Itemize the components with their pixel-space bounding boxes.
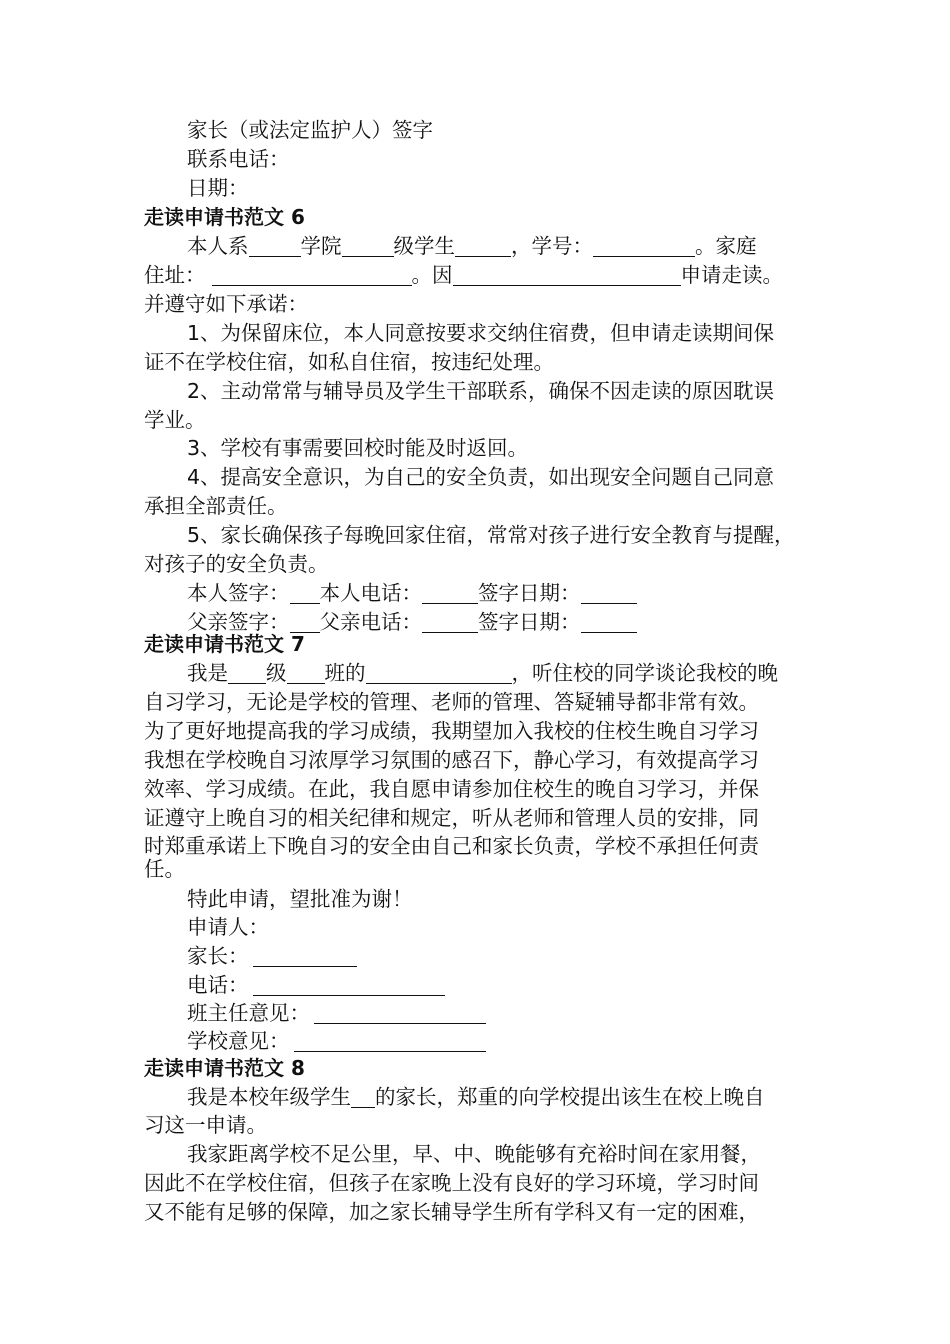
parent-signature-label: 家长（或法定监护人）签字: [187, 118, 433, 142]
s6-text: 本人系: [187, 234, 249, 258]
s7-parent-line: [187, 942, 357, 970]
s6-paragraph-line-3: 并遵守如下承诺：: [144, 292, 308, 316]
parent-signature-line: [187, 116, 433, 144]
date-label: 日期：: [187, 176, 249, 200]
s6-text: 。家庭: [695, 234, 757, 258]
blank-teacher-opinion: [314, 1001, 486, 1024]
s8-paragraph-1-line-1: [187, 1083, 765, 1111]
blank-class: [287, 661, 325, 684]
s6-text: 签字日期：: [478, 581, 581, 605]
s6-text: 本人电话：: [319, 581, 422, 605]
s6-text: 学院: [300, 234, 342, 258]
s6-text: 申请走读。: [680, 263, 783, 287]
blank-sign-date: [581, 581, 637, 604]
s6-text: 父亲签字：: [187, 610, 290, 634]
s6-item-4-line-1: 4、提高安全意识，为自己的安全负责，如出现安全问题自己同意: [187, 465, 775, 489]
s7-paragraph-line-6: 证遵守上晚自习的相关纪律和规定，听从老师和管理人员的安排，同: [144, 806, 759, 830]
s6-item-5-line-1: 5、家长确保孩子每晚回家住宿，常常对孩子进行安全教育与提醒，: [187, 523, 795, 547]
s6-item-1-line-1: 1、为保留床位，本人同意按要求交纳住宿费，但申请走读期间保: [187, 321, 775, 345]
s7-text: ，听住校的同学谈论我校的晚: [511, 661, 778, 685]
s6-text: 签字日期：: [478, 610, 581, 634]
s7-text: 班主任意见：: [187, 1001, 310, 1025]
s7-paragraph-line-5: 效率、学习成绩。在此，我自愿申请参加住校生的晚自习学习，并保: [144, 777, 759, 801]
s6-self-sign-line: [187, 579, 637, 607]
s7-paragraph-line-4: 我想在学校晚自习浓厚学习氛围的感召下，静心学习，有效提高学习: [144, 748, 759, 772]
s7-paragraph-line-1: [187, 659, 778, 687]
blank-address: [212, 263, 412, 286]
s8-text: 的家长，郑重的向学校提出该生在校上晚自: [375, 1085, 765, 1109]
blank-grade: [228, 661, 266, 684]
s6-item-4-line-2: 承担全部责任。: [144, 494, 288, 518]
s6-text: 本人签字：: [187, 581, 290, 605]
s6-paragraph-line-2: [144, 261, 783, 289]
blank-college: [249, 234, 301, 257]
section-heading-7: 走读申请书范文 7: [144, 632, 305, 656]
s7-text: 我是: [187, 661, 228, 685]
s6-item-2-line-1: 2、主动常常与辅导员及学生干部联系，确保不因走读的原因耽误: [187, 379, 775, 403]
s8-text: 我是本校年级学生: [187, 1085, 351, 1109]
s6-text: 。因: [411, 263, 453, 287]
blank-self-sign: [290, 581, 320, 604]
s7-teacher-opinion-line: [187, 999, 486, 1027]
s7-text: 班的: [324, 661, 366, 685]
s7-text: 学校意见：: [187, 1029, 290, 1053]
s7-paragraph-line-7: 时郑重承诺上下晚自习的安全由自己和家长负责，学校不承担任何责: [144, 834, 759, 858]
blank-self-phone: [422, 581, 478, 604]
blank-sign-date-2: [581, 610, 637, 633]
blank-student-id: [593, 234, 695, 257]
s6-item-3: 3、学校有事需要回校时能及时返回。: [187, 436, 529, 460]
s6-paragraph-line-1: [187, 232, 757, 260]
section-heading-8: 走读申请书范文 8: [144, 1056, 305, 1080]
s6-text: 住址：: [144, 263, 206, 287]
s6-item-2-line-2: 学业。: [144, 408, 206, 432]
blank-reason: [453, 263, 681, 286]
s7-applicant-line: 申请人：: [187, 915, 269, 939]
blank-father-phone: [422, 610, 478, 633]
s7-text: 级: [266, 661, 287, 685]
s7-school-opinion-line: [187, 1027, 486, 1055]
s7-text: 电话：: [187, 973, 249, 997]
blank-school-opinion: [294, 1029, 486, 1052]
section-heading-6: 走读申请书范文 6: [144, 205, 305, 229]
s8-paragraph-2-line-3: 又不能有足够的保障，加之家长辅导学生所有学科又有一定的困难，: [144, 1200, 759, 1224]
s6-text: 级学生: [393, 234, 455, 258]
s8-paragraph-1-line-2: 习这一申请。: [144, 1113, 267, 1137]
s8-paragraph-2-line-1: 我家距离学校不足公里，早、中、晚能够有充裕时间在家用餐，: [187, 1142, 761, 1166]
s7-paragraph-line-3: 为了更好地提高我的学习成绩，我期望加入我校的住校生晚自习学习: [144, 719, 759, 743]
s7-closing: 特此申请，望批准为谢！: [187, 887, 413, 911]
contact-phone-label: 联系电话：: [187, 147, 290, 171]
blank-phone: [253, 973, 445, 996]
s6-text: 父亲电话：: [319, 610, 422, 634]
s7-text: 家长：: [187, 944, 249, 968]
s6-item-1-line-2: 证不在学校住宿，如私自住宿，按违纪处理。: [144, 350, 554, 374]
blank-student: [455, 234, 511, 257]
contact-phone-line: [187, 145, 290, 173]
s6-item-5-line-2: 对孩子的安全负责。: [144, 552, 329, 576]
blank-student-name: [351, 1085, 375, 1108]
s7-paragraph-line-8: 任。: [144, 857, 185, 881]
s8-paragraph-2-line-2: 因此不在学校住宿，但孩子在家晚上没有良好的学习环境，学习时间: [144, 1171, 759, 1195]
blank-grade: [342, 234, 394, 257]
blank-parent: [253, 944, 357, 967]
s7-paragraph-line-2: 自习学习，无论是学校的管理、老师的管理、答疑辅导都非常有效。: [144, 690, 759, 714]
date-line: [187, 174, 249, 202]
s6-text: ，学号：: [511, 234, 593, 258]
s7-phone-line: [187, 971, 445, 999]
blank-name: [366, 661, 512, 684]
